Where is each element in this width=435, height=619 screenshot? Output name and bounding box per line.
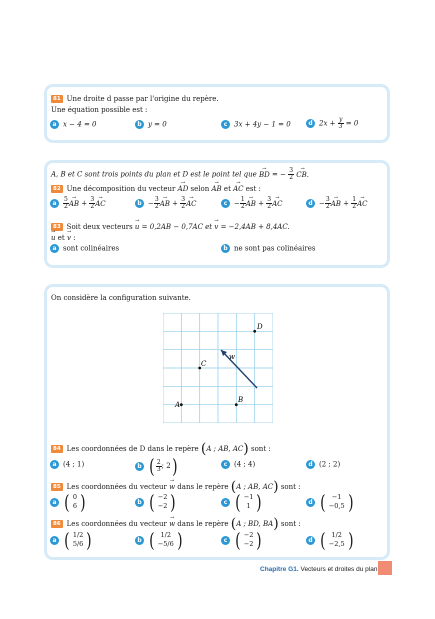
point-a: [180, 403, 183, 406]
option-c-badge: c: [221, 120, 230, 129]
q82-stem-line: [51, 185, 261, 193]
q81-option-b-text: y = 0: [148, 120, 167, 129]
q84-option-d-text: (2 ; 2): [319, 460, 341, 469]
chapter-tab-marker: [378, 561, 392, 575]
q86-option-c[interactable]: c ( −2 −2 ): [221, 528, 263, 552]
option-b-badge: b: [221, 244, 230, 253]
option-a-badge: a: [50, 120, 59, 129]
option-d-badge: d: [306, 460, 315, 469]
option-a-badge: a: [50, 498, 59, 507]
option-d-badge: d: [306, 498, 315, 507]
q85-frame: A ; AB, AC: [236, 483, 274, 491]
option-a-badge: a: [50, 199, 59, 208]
option-c-badge: c: [221, 199, 230, 208]
q86-stem-line: 86 Les coordonnées du vecteur → w dans le repère (A ; BD, BA) sont :: [51, 516, 301, 532]
option-b-badge: b: [135, 120, 144, 129]
q82-option-c[interactable]: c − $\frac{1}{2}$ → AB + $\frac{3}{2}$ → AC: [221, 197, 283, 210]
q84-option-a-text: (4 ; 1): [63, 460, 85, 469]
vector-ad: → AD: [178, 185, 189, 193]
intro2-text: A, B et C sont trois points du plan et D est le point tel que: [51, 170, 257, 179]
q81-option-d-fraction: $\frac{y}{3}$: [338, 116, 343, 130]
q85-option-a[interactable]: a ( 0 6 ): [50, 490, 87, 514]
q84-option-c-text: (4 ; 4): [234, 460, 256, 469]
q83-option-a[interactable]: [50, 244, 119, 253]
q86-option-d[interactable]: d ( 1/2 −2,5 ): [306, 528, 354, 552]
q85-option-c[interactable]: c ( −1 1 ): [221, 490, 263, 514]
label-b: B: [238, 396, 244, 404]
q83-option-b[interactable]: [221, 244, 315, 253]
option-d-badge: d: [306, 536, 315, 545]
q83-stem-line: 83 Soit deux vecteurs → u = 0,2AB − 0,7AC et → v = −2,4AB + 8,4AC.: [51, 223, 290, 231]
q84-option-b[interactable]: b ( $\frac{2}{3}$ ; 2): [135, 454, 179, 478]
option-a-badge: a: [50, 536, 59, 545]
page-footer: [260, 566, 390, 573]
vector-ab: → AB: [211, 185, 221, 193]
q82-option-d[interactable]: d − $\frac{3}{2}$ → AB + $\frac{1}{2}$ → AC: [306, 197, 368, 210]
option-c-badge: c: [221, 536, 230, 545]
vector-w-arrow: [221, 350, 257, 388]
q82-end: est :: [245, 185, 261, 193]
q81-stem-line: [51, 95, 219, 103]
q81-option-d-text: 2x +: [319, 119, 336, 128]
footer-chapter-label: Chapitre G1.: [260, 566, 299, 573]
option-c-badge: c: [221, 498, 230, 507]
q81-stem2: Une équation possible est :: [51, 106, 148, 114]
option-a-badge: a: [50, 244, 59, 253]
q83-u-def: = 0,2AB − 0,7AC et: [141, 223, 213, 231]
option-c-badge: c: [221, 460, 230, 469]
q83-stem: Soit deux vecteurs: [66, 223, 133, 231]
vector-ac: → AC: [233, 185, 243, 193]
q84-frame: A ; AB, AC: [206, 445, 244, 453]
intro2-eq: = −: [272, 170, 286, 179]
q84-option-d[interactable]: [306, 460, 340, 469]
q86-stem: Les coordonnées du vecteur: [66, 520, 167, 528]
q85-option-d[interactable]: d ( −1 −0,5 ): [306, 490, 354, 514]
q81-option-b[interactable]: [135, 120, 167, 129]
q85-number: 85: [53, 484, 61, 490]
q86-number: 86: [53, 521, 61, 527]
q82-number: 82: [53, 186, 61, 192]
intro2-fraction: $\frac{3}{2}$: [289, 167, 294, 181]
q82-and: et: [223, 185, 231, 193]
q81-option-c[interactable]: [221, 120, 291, 129]
configuration-grid: [163, 313, 273, 423]
q84-stem: Les coordonnées de D dans le repère: [66, 445, 199, 453]
q84-option-a[interactable]: [50, 460, 84, 469]
option-b-badge: b: [135, 199, 144, 208]
q83-option-b-text: ne sont pas colinéaires: [234, 244, 316, 253]
option-d-badge: d: [306, 119, 315, 128]
q81-stem: Une droite d passe par l'origine du repère.: [66, 95, 219, 103]
q84-number: 84: [53, 446, 61, 452]
option-d-badge: d: [306, 199, 315, 208]
q86-option-b[interactable]: b ( 1/2 −5/6 ): [135, 528, 184, 552]
q85-stem: Les coordonnées du vecteur: [66, 483, 167, 491]
q82-option-b[interactable]: b − $\frac{3}{2}$ → AB + $\frac{3}{2}$ → AC: [135, 197, 197, 210]
q82-option-a[interactable]: a $\frac{5}{2}$ → AB + $\frac{3}{2}$ → AC: [50, 197, 106, 210]
q81-option-c-text: 3x + 4y − 1 = 0: [234, 120, 291, 129]
q84-option-b-text: ; 2: [161, 462, 171, 470]
footer-chapter-title: Vecteurs et droites du plan: [300, 566, 378, 573]
q83-v-def: = −2,4AB + 8,4AC.: [220, 223, 290, 231]
vector-cb: → CB.: [296, 171, 309, 179]
q82-mid: selon: [190, 185, 210, 193]
q81-number: 81: [53, 96, 61, 102]
q81-option-a[interactable]: [50, 120, 97, 129]
box3-intro: On considère la configuration suivante.: [51, 294, 191, 302]
q84-stem-line: 84 Les coordonnées de D dans le repère (A ; AB, AC) sont :: [53, 441, 271, 457]
q84-option-c[interactable]: [221, 460, 255, 469]
option-a-badge: a: [50, 460, 59, 469]
vector-bd: → BD: [259, 171, 270, 179]
label-d: D: [257, 323, 263, 331]
option-b-badge: b: [135, 498, 144, 507]
q84-end: sont :: [251, 445, 271, 453]
q81-option-d[interactable]: d 2x + $\frac{y}{3}$ = 0: [306, 117, 358, 130]
q81-option-a-text: x − 4 = 0: [63, 120, 97, 129]
option-b-badge: b: [135, 536, 144, 545]
q82-stem: Une décomposition du vecteur: [66, 185, 176, 193]
q86-option-a[interactable]: a ( 1/2 5/6 ): [50, 528, 93, 552]
q85-option-b[interactable]: b ( −2 −2 ): [135, 490, 177, 514]
q83-line2: → u et → v :: [51, 234, 76, 242]
q86-frame: A ; BD, BA: [236, 520, 274, 528]
q83-number: 83: [53, 224, 61, 230]
option-b-badge: b: [135, 462, 144, 471]
label-w: w: [229, 353, 235, 361]
label-c: C: [201, 360, 207, 368]
label-a: A: [175, 401, 181, 409]
q85-stem-line: 85 Les coordonnées du vecteur → w dans le repère (A ; AB, AC) sont :: [51, 479, 301, 495]
point-d: [253, 330, 256, 333]
q83-option-a-text: sont colinéaires: [63, 244, 120, 253]
